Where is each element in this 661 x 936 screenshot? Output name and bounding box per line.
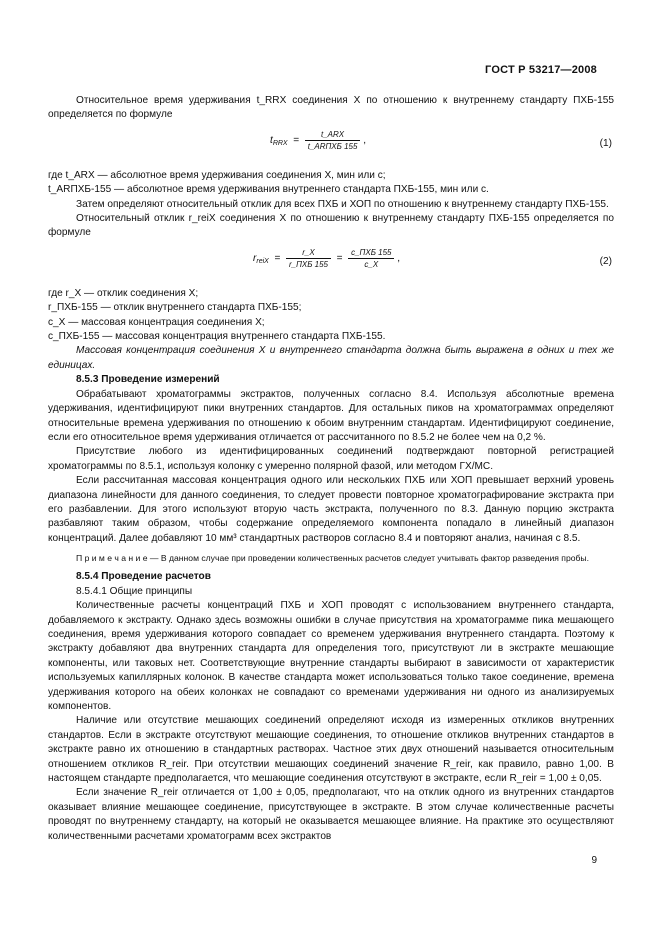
formula-1-fraction <box>305 129 361 152</box>
formula-2-numerator-2: c_ПХБ 155 <box>348 247 394 259</box>
paragraph-retention-intro: Относительное время удерживания t_RRX соединения X по отношению к внутреннему стандарту ПХБ-155 определяется по формуле <box>48 95 614 121</box>
standard-header: ГОСТ Р 53217—2008 <box>485 64 597 76</box>
paragraph-dilution: Если рассчитанная массовая концентрация одного или нескольких ПХБ или ХОП превышает верхний уровень диапазона линейности для данного соединения, то следует провести повторное хроматографирование экстракта при его разбавлении. Для этого используют вторую часть экстракта, полученного по 8.3. Данную порцию экстракта разбавляют таким образом, чтобы содержание определяемого компонента попадало в линейный диапазон концентраций. Далее добавляют 10 мм³ стандартных растворов согласно 8.4 и повторяют анализ, начиная с 8.5. <box>48 475 614 544</box>
section-heading-8-5-4: 8.5.4 Проведение расчетов <box>76 571 211 583</box>
definitions-2 <box>48 287 614 345</box>
section-heading-8-5-3: 8.5.3 Проведение измерений <box>76 374 220 386</box>
definition-row: где r_X — отклик соединения X; <box>48 287 199 299</box>
note-dilution-factor: П р и м е ч а н и е — В данном случае при проведении количественных расчетов следует учитывать фактор разведения пробы. <box>76 553 589 564</box>
formula-1 <box>48 123 614 167</box>
formula-2 <box>48 241 614 285</box>
formula-2-numerator-1: r_X <box>286 247 331 259</box>
paragraph-relative-response: Затем определяют относительный отклик для всех ПХБ и ХОП по отношению к внутреннему стандарту ПХБ-155. <box>76 198 609 210</box>
page-content <box>48 94 614 844</box>
formula-1-eq: = <box>293 134 300 146</box>
formula-1-lhs-sub: RRX <box>272 139 288 147</box>
formula-1-lhs: t <box>270 134 273 146</box>
paragraph-units-note: Массовая концентрация соединения X и внутреннего стандарта должна быть выражена в одних и тех же единицах. <box>48 345 614 371</box>
definition-row: t_ARПХБ-155 — абсолютное время удерживания внутреннего стандарта ПХБ-155, мин или с. <box>48 184 489 196</box>
paragraph-interference: Наличие или отсутствие мешающих соединений определяют исходя из измеренных откликов внутренних стандартов. Если в экстракте отсутствуют мешающие соединения, то отношение откликов внутренних стандартов в экстракте равно их отношению в стандартных растворах. Частное этих двух отношений называется относительным отношением откликов R_reir. При отсутствии мешающих соединений значение R_reir, как правило, равно 1,00. В настоящем стандарте предполагается, что мешающие соединения отсутствуют в экстракте, если R_reir = 1,00 ± 0,05. <box>48 715 614 785</box>
formula-2-eq: = <box>274 253 281 265</box>
formula-1-number: (1) <box>599 137 612 149</box>
formula-1-denominator: t_ARПХБ 155 <box>307 141 358 151</box>
formula-2-denominator-1: r_ПХБ 155 <box>288 259 328 269</box>
definition-row: r_ПХБ-155 — отклик внутреннего стандарта ПХБ-155; <box>48 302 302 314</box>
paragraph-measurements: Обрабатывают хроматограммы экстрактов, полученных согласно 8.4. Используя абсолютные времена удерживания, идентифицируют пики внутренних стандартов. Для остальных пиков на хроматограммах определяют относительные времена удерживания по отношению к обоим внутренним стандартам. Идентифицируют соединение, если его относительное время удерживания отличается от рассчитанного по 8.5.2 не более чем на 0,2 %. <box>48 388 614 443</box>
paragraph-confirmation: Присутствие любого из идентифицированных соединений подтверждают повторной регистрацией хроматограммы по 8.5.1, используя колонку с умеренно полярной фазой, или методом ГХ/МС. <box>48 446 614 472</box>
formula-2-number: (2) <box>599 255 612 267</box>
formula-2-fraction-1 <box>286 247 331 270</box>
definition-row: c_X — массовая концентрация соединения X; <box>48 316 265 328</box>
paragraph-response-formula-intro: Относительный отклик r_reiX соединения X по отношению к внутреннему стандарту ПХБ-155 определяется по формуле <box>48 213 614 239</box>
paragraph-reir-deviation: Если значение R_reir отличается от 1,00 ± 0,05, предполагают, что на отклик одного из внутренних стандартов оказывает влияние мешающее соединение, присутствующее в экстракте. В этом случае количественные расчеты проводят по внутреннему стандарту, на который не оказывается мешающее влияние. На практике это осуществляют количественными расчетами хроматограмм всех экстрактов <box>48 787 614 842</box>
definition-row: где t_ARX — абсолютное время удерживания соединения X, мин или с; <box>48 169 386 181</box>
formula-2-lhs: r <box>253 253 257 265</box>
formula-1-tail: , <box>363 134 367 146</box>
formula-2-eq2: = <box>336 253 343 265</box>
formula-1-numerator: t_ARX <box>305 129 361 141</box>
section-heading-8-5-4-1: 8.5.4.1 Общие принципы <box>76 585 193 597</box>
formula-2-denominator-2: c_X <box>364 259 379 269</box>
page-number: 9 <box>591 855 597 866</box>
definitions-1 <box>48 169 614 198</box>
definition-row: c_ПХБ-155 — массовая концентрация внутреннего стандарта ПХБ-155. <box>48 331 386 343</box>
paragraph-principles: Количественные расчеты концентраций ПХБ и ХОП проводят с использованием внутреннего стандарта, добавляемого к экстракту. Однако здесь возможны ошибки в случае присутствия на хроматограмме пика мешающего соединения, время удерживания которого совпадает со временем удерживания внутреннего стандарта. Поэтому к экстракту добавляют два внутренних стандарта для определения того, присутствуют ли в экстракте мешающие компоненты, или таковых нет. Соответствующие внутренние стандарты выбирают в зависимости от характеристик используемых капиллярных колонок. В качестве стандарта может использоваться только такое соединение, времена удерживания которого на обеих колонках не совпадают со временами удерживания ни одного из анализируемых компонентов. <box>48 600 614 713</box>
formula-2-tail: , <box>397 253 401 265</box>
formula-2-fraction-2 <box>348 247 394 270</box>
formula-2-lhs-sub: reiX <box>256 258 269 266</box>
